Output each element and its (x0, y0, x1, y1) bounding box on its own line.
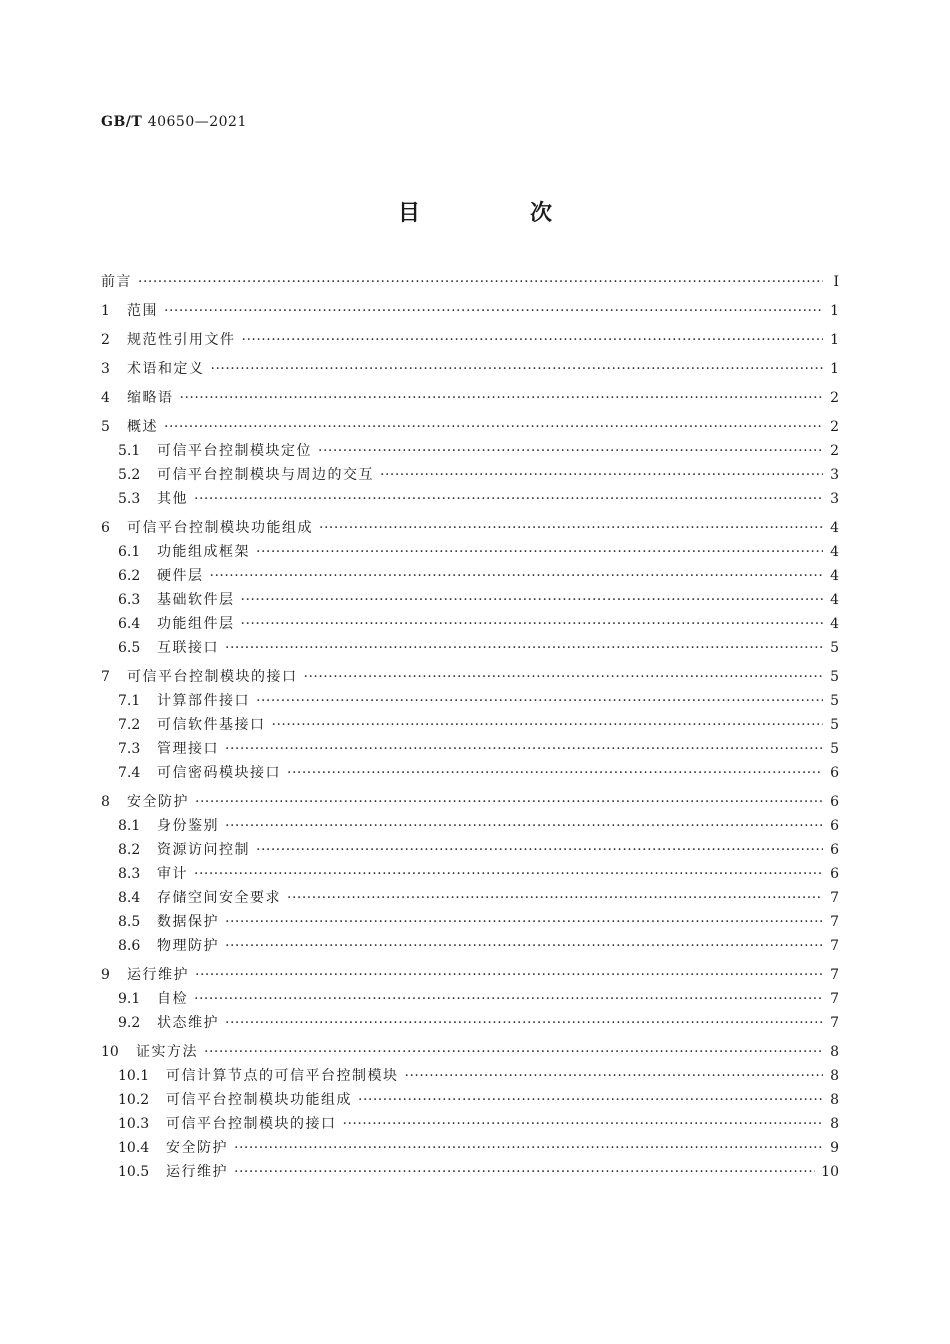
toc-page-number: 6 (830, 765, 839, 781)
toc-section-number: 6 (101, 520, 110, 536)
toc-dot-leader (225, 636, 823, 660)
toc-dot-leader (272, 713, 824, 737)
toc-section-number: 2 (101, 332, 110, 348)
toc-entry[interactable] (101, 415, 839, 439)
toc-page-number: 6 (830, 866, 839, 882)
toc-section-number: 1 (101, 303, 110, 319)
toc-section-title: 可信密码模块接口 (157, 765, 281, 781)
toc-dot-leader (164, 415, 823, 439)
toc-page-number: 6 (830, 794, 839, 810)
toc-entry[interactable] (101, 1011, 839, 1035)
toc-page-number: Ⅰ (833, 274, 839, 290)
toc-entry[interactable] (101, 1112, 839, 1136)
toc-entry[interactable] (101, 386, 839, 410)
toc-page-number: 3 (830, 491, 839, 507)
toc-section-number: 7.3 (118, 741, 141, 757)
toc-section-title: 概述 (127, 419, 158, 435)
toc-dot-leader (225, 910, 823, 934)
toc-dot-leader (241, 588, 824, 612)
toc-page-number: 1 (830, 303, 839, 319)
toc-entry[interactable] (101, 987, 839, 1011)
toc-section-title: 审计 (157, 866, 188, 882)
toc-entry[interactable] (101, 612, 839, 636)
toc-page-number: 8 (830, 1092, 839, 1108)
toc-entry[interactable] (101, 636, 839, 660)
toc-entry[interactable] (101, 1088, 839, 1112)
toc-section-number: 6.4 (118, 616, 141, 632)
toc-page-number: 1 (830, 332, 839, 348)
toc-section-number: 6.1 (118, 544, 141, 560)
toc-section-number: 10.3 (118, 1116, 150, 1132)
toc-page-number: 7 (830, 991, 839, 1007)
toc-section-title: 资源访问控制 (157, 842, 250, 858)
toc-section-title: 缩略语 (127, 390, 174, 406)
toc-section-number: 7.1 (118, 693, 141, 709)
toc-entry[interactable] (101, 463, 839, 487)
toc-section-number: 10 (101, 1044, 119, 1060)
toc-section-number: 8.4 (118, 890, 141, 906)
toc-section-title: 可信平台控制模块功能组成 (166, 1092, 352, 1108)
toc-page-number: 4 (830, 544, 839, 560)
toc-entry[interactable] (101, 487, 839, 511)
toc-dot-leader (343, 1112, 824, 1136)
toc-dot-leader (211, 357, 824, 381)
toc-section-title: 安全防护 (166, 1140, 228, 1156)
toc-entry[interactable] (101, 862, 839, 886)
toc-section-number: 7 (101, 669, 110, 685)
toc-dot-leader (405, 1064, 824, 1088)
toc-dot-leader (204, 1040, 823, 1064)
toc-section-number: 10.1 (118, 1068, 150, 1084)
toc-page-number: 2 (830, 419, 839, 435)
toc-section-title: 可信平台控制模块定位 (157, 443, 312, 459)
standard-prefix: GB/T (101, 114, 143, 130)
toc-entry[interactable] (101, 838, 839, 862)
standard-number: 40650—2021 (147, 114, 247, 130)
toc-section-number: 7.4 (118, 765, 141, 781)
toc-dot-leader (164, 299, 823, 323)
toc-section-number: 5 (101, 419, 110, 435)
toc-entry[interactable] (101, 357, 839, 381)
toc-entry[interactable] (101, 910, 839, 934)
toc-dot-leader (225, 737, 823, 761)
toc-entry[interactable] (101, 665, 839, 689)
toc-entry[interactable] (101, 814, 839, 838)
toc-dot-leader (287, 886, 823, 910)
toc-section-number: 5.1 (118, 443, 141, 459)
toc-section-title: 可信软件基接口 (157, 717, 266, 733)
toc-entry[interactable] (101, 713, 839, 737)
toc-section-number: 7.2 (118, 717, 141, 733)
toc-section-title: 运行维护 (166, 1164, 228, 1180)
toc-entry[interactable] (101, 790, 839, 814)
toc-dot-leader (210, 564, 824, 588)
toc-page-number: 2 (830, 390, 839, 406)
standard-identifier (101, 114, 247, 130)
toc-section-number: 8 (101, 794, 110, 810)
toc-dot-leader (287, 761, 823, 785)
toc-entry[interactable] (101, 299, 839, 323)
toc-page-number: 5 (830, 693, 839, 709)
toc-section-number: 10.2 (118, 1092, 150, 1108)
toc-section-title: 存储空间安全要求 (157, 890, 281, 906)
toc-dot-leader (304, 665, 824, 689)
toc-entry[interactable] (101, 963, 839, 987)
toc-page-number: 4 (830, 568, 839, 584)
toc-entry[interactable] (101, 516, 839, 540)
toc-entry[interactable] (101, 540, 839, 564)
toc-section-title: 硬件层 (157, 568, 204, 584)
toc-section-title: 状态维护 (157, 1015, 219, 1031)
toc-dot-leader (225, 814, 823, 838)
toc-dot-leader (380, 463, 823, 487)
toc-entry[interactable] (101, 886, 839, 910)
toc-section-title: 可信平台控制模块的接口 (166, 1116, 337, 1132)
toc-section-title: 数据保护 (157, 914, 219, 930)
toc-page-number: 8 (830, 1044, 839, 1060)
toc-entry[interactable] (101, 588, 839, 612)
toc-dot-leader (195, 790, 823, 814)
toc-section-number: 9 (101, 967, 110, 983)
toc-page-number: 7 (830, 890, 839, 906)
toc-page-number: 3 (830, 467, 839, 483)
toc-section-number: 8.2 (118, 842, 141, 858)
page-title: 目 次 (397, 200, 596, 226)
toc-page-number: 7 (830, 967, 839, 983)
toc-section-number: 6.3 (118, 592, 141, 608)
toc-section-number: 5.3 (118, 491, 141, 507)
toc-page-number: 5 (830, 669, 839, 685)
toc-section-number: 10.5 (118, 1164, 150, 1180)
toc-dot-leader (242, 328, 824, 352)
toc-page-number: 7 (830, 1015, 839, 1031)
toc-section-number: 8.3 (118, 866, 141, 882)
toc-dot-leader (256, 540, 823, 564)
toc-section-title: 规范性引用文件 (127, 332, 236, 348)
toc-section-number: 6.5 (118, 640, 141, 656)
toc-section-title: 管理接口 (157, 741, 219, 757)
toc-section-title: 互联接口 (157, 640, 219, 656)
toc-dot-leader (194, 487, 823, 511)
toc-section-number: 8.5 (118, 914, 141, 930)
table-of-contents (101, 270, 839, 1184)
toc-section-title: 物理防护 (157, 938, 219, 954)
toc-section-title: 术语和定义 (127, 361, 205, 377)
toc-page-number: 1 (830, 361, 839, 377)
toc-section-number: 5.2 (118, 467, 141, 483)
toc-section-title: 自检 (157, 991, 188, 1007)
toc-entry[interactable] (101, 761, 839, 785)
toc-dot-leader (256, 689, 823, 713)
toc-entry[interactable] (101, 270, 839, 294)
toc-section-title: 计算部件接口 (157, 693, 250, 709)
toc-section-title: 基础软件层 (157, 592, 235, 608)
toc-dot-leader (195, 963, 823, 987)
toc-dot-leader (180, 386, 824, 410)
toc-dot-leader (225, 934, 823, 958)
toc-page-number: 5 (830, 741, 839, 757)
toc-entry[interactable] (101, 1136, 839, 1160)
toc-entry[interactable] (101, 689, 839, 713)
toc-page-number: 4 (830, 520, 839, 536)
toc-page-number: 7 (830, 938, 839, 954)
toc-page-number: 6 (830, 818, 839, 834)
toc-section-title: 可信平台控制模块与周边的交互 (157, 467, 374, 483)
toc-section-number: 6.2 (118, 568, 141, 584)
toc-section-title: 安全防护 (127, 794, 189, 810)
toc-section-number: 9.1 (118, 991, 141, 1007)
toc-dot-leader (318, 439, 823, 463)
toc-section-title: 功能组成框架 (157, 544, 250, 560)
toc-page-number: 5 (830, 717, 839, 733)
toc-dot-leader (241, 612, 824, 636)
toc-section-number: 10.4 (118, 1140, 150, 1156)
toc-page-number: 2 (830, 443, 839, 459)
toc-dot-leader (234, 1160, 815, 1184)
toc-entry[interactable] (101, 439, 839, 463)
toc-page-number: 4 (830, 616, 839, 632)
toc-dot-leader (194, 987, 823, 1011)
toc-section-title: 可信计算节点的可信平台控制模块 (166, 1068, 399, 1084)
toc-entry[interactable] (101, 934, 839, 958)
toc-page-number: 7 (830, 914, 839, 930)
toc-section-title: 功能组件层 (157, 616, 235, 632)
toc-section-number: 3 (101, 361, 110, 377)
toc-section-title: 前言 (101, 274, 132, 290)
toc-section-title: 可信平台控制模块的接口 (127, 669, 298, 685)
toc-entry[interactable] (101, 328, 839, 352)
toc-page-number: 8 (830, 1068, 839, 1084)
toc-section-number: 8.1 (118, 818, 141, 834)
toc-section-title: 范围 (127, 303, 158, 319)
toc-section-number: 8.6 (118, 938, 141, 954)
toc-section-number: 4 (101, 390, 110, 406)
toc-section-number: 9.2 (118, 1015, 141, 1031)
toc-entry[interactable] (101, 1064, 839, 1088)
toc-entry[interactable] (101, 1040, 839, 1064)
toc-section-title: 可信平台控制模块功能组成 (127, 520, 313, 536)
toc-entry[interactable] (101, 564, 839, 588)
toc-entry[interactable] (101, 1160, 839, 1184)
toc-section-title: 运行维护 (127, 967, 189, 983)
toc-page-number: 8 (830, 1116, 839, 1132)
toc-page-number: 9 (830, 1140, 839, 1156)
toc-dot-leader (358, 1088, 823, 1112)
toc-section-title: 其他 (157, 491, 188, 507)
toc-dot-leader (138, 270, 823, 294)
toc-section-title: 证实方法 (136, 1044, 198, 1060)
toc-page-number: 4 (830, 592, 839, 608)
toc-page-number: 5 (830, 640, 839, 656)
toc-entry[interactable] (101, 737, 839, 761)
toc-dot-leader (225, 1011, 823, 1035)
toc-section-title: 身份鉴别 (157, 818, 219, 834)
toc-dot-leader (194, 862, 823, 886)
toc-page-number: 10 (821, 1164, 839, 1180)
toc-dot-leader (234, 1136, 823, 1160)
toc-dot-leader (256, 838, 823, 862)
toc-page-number: 6 (830, 842, 839, 858)
toc-dot-leader (319, 516, 823, 540)
